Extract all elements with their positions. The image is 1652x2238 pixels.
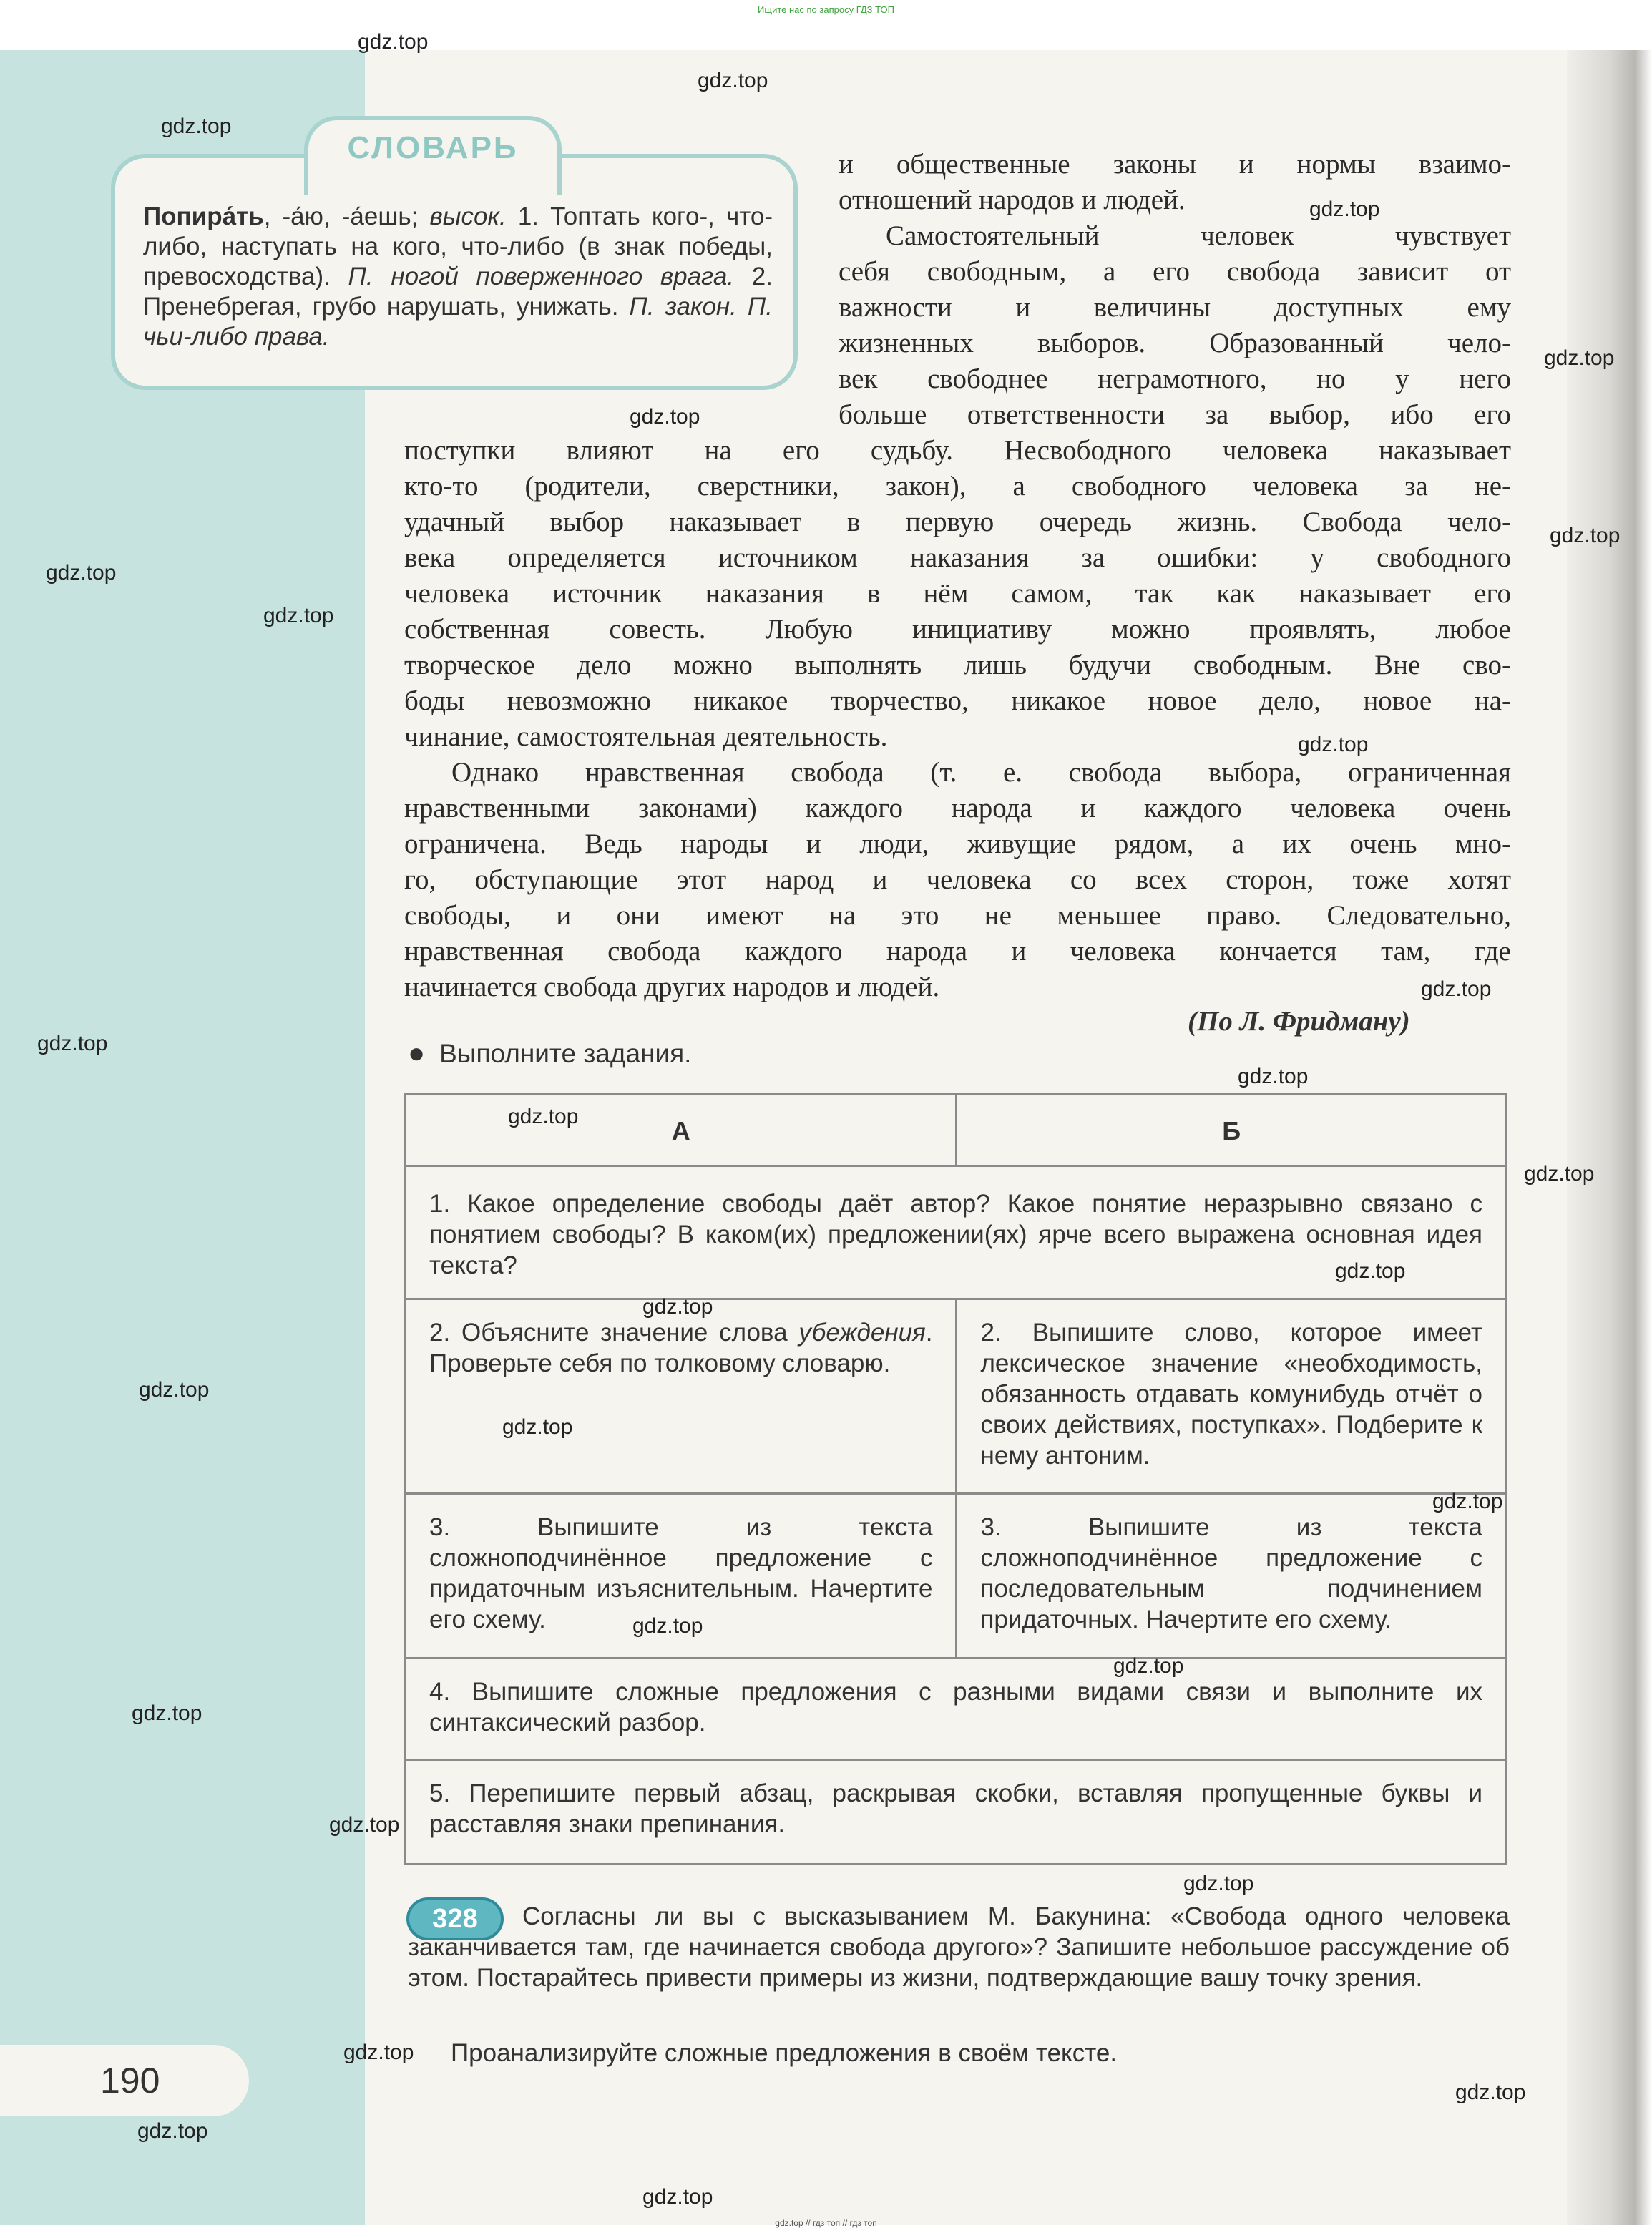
dictionary-example2: П. закон. П. чьи-либо права. (143, 293, 773, 351)
page-number: 190 (100, 2061, 160, 2101)
watermark: gdz.top (1309, 197, 1380, 221)
task-intro (408, 1037, 691, 1070)
exercise-text: Согласны ли вы с высказыванием М. Бакунина: «Свобода одного человека заканчивается там, где начинается свобода другого»? Запишите небольшое рассуждение об этом. Постарайтесь привести примеры из жизни, подтверждающие вашу точку зрения. (408, 1902, 1510, 1992)
text-line: удачный выбор наказывает в первую очередь жизнь. Свобода чело- (404, 507, 1511, 537)
dictionary-def1: 1. Топтать кого-, что-либо, наступать на кого, что-либо (в знак победы, превосходства). (143, 202, 773, 290)
text-line: больше ответственности за выбор, ибо его (839, 399, 1511, 430)
text-line: кто-то (родители, сверстники, закон), а свободного человека за не- (404, 471, 1511, 502)
text-line: ограничена. Ведь народы и люди, живущие рядом, а их очень мно- (404, 829, 1511, 859)
exercise-number-badge: 328 (406, 1897, 504, 1940)
author-attribution: (По Л. Фридману) (1188, 1006, 1410, 1037)
task-3b: 3. Выпишите из текста сложноподчинённое предложение с последовательным подчинением придаточных. Начертите его схему. (957, 1494, 1507, 1658)
text-line: свободы, и они имеют на это не меньшее право. Следовательно, (404, 900, 1511, 931)
watermark: gdz.top (1455, 2081, 1526, 2104)
text-line: Самостоятельный человек чувствует (886, 220, 1511, 251)
task-2a (406, 1299, 957, 1494)
text-line: нравственная свобода каждого народа и человека кончается там, где (404, 936, 1511, 967)
text-line: го, обступающие этот народ и человека со всех сторон, тоже хотят (404, 864, 1511, 895)
watermark: gdz.top (1238, 1065, 1309, 1088)
text-line: век свободнее неграмотного, но у него (839, 363, 1511, 394)
table-row (406, 1299, 1507, 1494)
watermark: gdz.top (132, 1701, 202, 1725)
dictionary-example1: П. ногой поверженного врага. (348, 263, 735, 290)
dictionary-style-label: высок. (429, 202, 507, 230)
watermark: gdz.top (263, 604, 334, 627)
text-line: человека источник наказания в нём самом, так как наказывает его (404, 578, 1511, 609)
bullet-icon: ● (408, 1037, 426, 1069)
watermark: gdz.top (632, 1614, 703, 1638)
watermark: gdz.top (161, 114, 232, 138)
task-1: 1. Какое определение свободы даёт автор? Какое понятие неразрывно связано с понятием свободы? В каком(их) предложении(ях) ярче всего выражена основная идея текста? (406, 1166, 1507, 1299)
watermark: gdz.top (1421, 977, 1492, 1001)
task-2a-word: убеждения (798, 1319, 926, 1347)
table-row (406, 1760, 1507, 1865)
watermark: gdz.top (1335, 1259, 1406, 1283)
task-4: 4. Выпишите сложные предложения с разными видами связи и выполните их синтаксический разбор. (406, 1658, 1507, 1760)
task-intro-text: Выполните задания. (439, 1039, 692, 1068)
task-3a: 3. Выпишите из текста сложноподчинённое предложение с придаточным изъяснительным. Начертите его схему. (406, 1494, 957, 1658)
watermark: gdz.top (1183, 1872, 1254, 1895)
text-line: Однако нравственная свобода (т. е. свобода выбора, ограниченная (451, 757, 1511, 788)
table-row (406, 1494, 1507, 1658)
watermark: gdz.top (1113, 1654, 1184, 1678)
tasks-table (404, 1093, 1507, 1865)
dictionary-title: СЛОВАРЬ (347, 130, 519, 165)
task-2b: 2. Выпишите слово, которое имеет лексическое значение «необходимость, обязанность отдавать комунибудь отчёт о своих действиях, поступках». Подберите к нему антоним. (957, 1299, 1507, 1494)
table-row (406, 1658, 1507, 1760)
bottom-banner: gdz.top // гдз топ // гдз топ (775, 2218, 877, 2228)
exercise-text-2: Проанализируйте сложные предложения в своём тексте. (451, 2039, 1118, 2067)
watermark: gdz.top (642, 2185, 713, 2209)
task-2a-pre: 2. Объясните значение слова (429, 1319, 799, 1347)
text-line: века определяется источником наказания за ошибки: у свободного (404, 542, 1511, 573)
watermark: gdz.top (1432, 1490, 1503, 1513)
task-5: 5. Перепишите первый абзац, раскрывая скобки, вставляя пропущенные буквы и расставляя знаки препинания. (406, 1760, 1507, 1865)
watermark: gdz.top (1550, 524, 1621, 547)
watermark: gdz.top (502, 1415, 573, 1439)
text-line: себя свободным, а его свобода зависит от (839, 256, 1511, 287)
dictionary-def2: 2. Пренебрегая, грубо нарушать, унижать. (143, 263, 773, 321)
watermark: gdz.top (139, 1378, 210, 1402)
text-line: и общественные законы и нормы взаимо- (839, 149, 1511, 180)
text-line: боды невозможно никакое творчество, никакое новое дело, новое на- (404, 685, 1511, 716)
text-line: начинается свобода других народов и людей. (404, 972, 940, 1002)
text-line: чинание, самостоятельная деятельность. (404, 721, 888, 752)
text-line: отношений народов и людей. (839, 185, 1186, 215)
watermark: gdz.top (137, 2119, 208, 2143)
watermark: gdz.top (37, 1032, 108, 1055)
text-line: жизненных выборов. Образованный чело- (839, 328, 1511, 358)
watermark: gdz.top (358, 30, 429, 54)
dictionary-entry (143, 202, 773, 352)
text-column-narrow (839, 147, 1511, 433)
dictionary-headword: Попира́ть (143, 202, 264, 230)
watermark: gdz.top (1298, 733, 1369, 756)
text-line: собственная совесть. Любую инициативу можно проявлять, любое (404, 614, 1511, 645)
task-2a-post: . Проверьте себя по толковому словарю. (429, 1319, 933, 1377)
column-b-header: Б (957, 1095, 1507, 1166)
dictionary-forms: , -а́ю, -а́ешь; (263, 202, 430, 230)
watermark: gdz.top (508, 1105, 579, 1128)
column-a-header: А (406, 1095, 957, 1166)
watermark: gdz.top (642, 1295, 713, 1319)
watermark: gdz.top (698, 69, 768, 92)
text-line: поступки влияют на его судьбу. Несвободного человека наказывает (404, 435, 1511, 466)
text-column-full (404, 433, 1511, 1005)
watermark: gdz.top (1524, 1162, 1595, 1186)
top-banner: Ищите нас по запросу ГДЗ ТОП (758, 4, 894, 15)
text-line: важности и величины доступных ему (839, 292, 1511, 323)
watermark: gdz.top (46, 561, 117, 585)
text-line: творческое дело можно выполнять лишь будучи свободным. Вне сво- (404, 650, 1511, 680)
text-line: нравственными законами) каждого народа и каждого человека очень (404, 793, 1511, 824)
watermark: gdz.top (329, 1813, 400, 1837)
watermark: gdz.top (1544, 346, 1615, 370)
watermark: gdz.top (343, 2041, 414, 2064)
watermark: gdz.top (630, 405, 700, 429)
page-shadow (1567, 50, 1652, 2225)
